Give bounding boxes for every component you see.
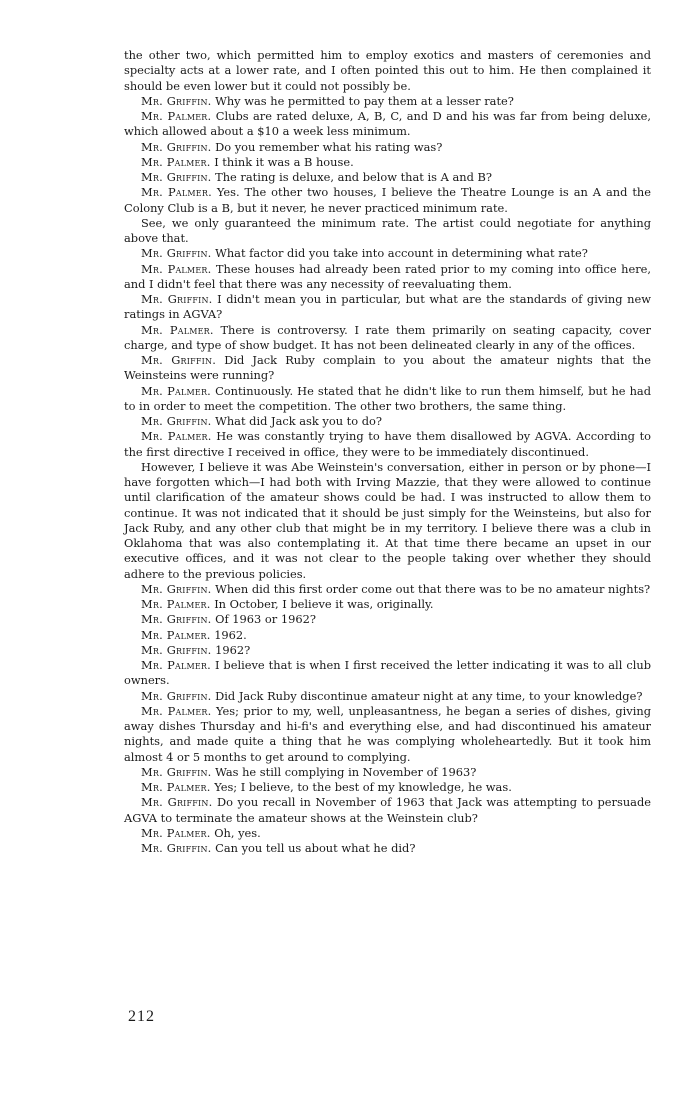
speaker-label: Mr. Griffin. <box>141 139 212 154</box>
speaker-label: Mr. Griffin. <box>141 612 212 627</box>
paragraph-text: See, we only guaranteed the minimum rate. The artist could negotiate for anything above that. <box>124 215 651 245</box>
speaker-label: Mr. Palmer. <box>141 322 214 337</box>
speaker-label: Mr. Griffin. <box>141 246 212 261</box>
paragraph <box>124 155 651 170</box>
paragraph <box>124 246 651 261</box>
paragraph-text: Was he still complying in November of 1963? <box>215 764 477 779</box>
paragraph-text: What factor did you take into account in determining what rate? <box>215 246 588 261</box>
paragraph <box>124 140 651 155</box>
paragraph <box>124 384 651 415</box>
speaker-label: Mr. Griffin. <box>141 841 212 855</box>
speaker-label: Mr. Griffin. <box>141 414 212 428</box>
paragraph <box>124 48 651 94</box>
paragraph <box>124 597 651 612</box>
speaker-label: Mr. Palmer. <box>141 109 212 123</box>
paragraph <box>124 262 651 293</box>
paragraph-text: When did this first order come out that there was to be no amateur nights? <box>215 581 651 596</box>
speaker-label: Mr. Griffin. <box>141 292 213 306</box>
paragraph <box>124 109 651 140</box>
speaker-label: Mr. Griffin. <box>141 170 212 184</box>
paragraph-text: Did Jack Ruby discontinue amateur night at any time, to your knowledge? <box>215 688 643 703</box>
paragraph <box>124 841 651 856</box>
speaker-label: Mr. Griffin. <box>141 93 212 108</box>
paragraph <box>124 94 651 109</box>
paragraph <box>124 658 651 689</box>
speaker-label: Mr. Palmer. <box>141 154 211 169</box>
paragraph-text: Do you remember what his rating was? <box>215 139 443 154</box>
paragraph-text: Did Jack Ruby complain to you about the amateur nights that the Weinsteins were running? <box>124 353 651 383</box>
paragraph <box>124 185 651 216</box>
speaker-label: Mr. Griffin. <box>141 642 212 657</box>
paragraph-text: Yes. The other two houses, I believe the Theatre Lounge is an A and the Colony Club is a B, but it never, he never practiced minimum rate. <box>124 185 651 215</box>
paragraph-text: Of 1963 or 1962? <box>215 612 316 627</box>
paragraph <box>124 460 651 582</box>
transcript-body <box>124 48 651 856</box>
speaker-label: Mr. Griffin. <box>141 764 212 779</box>
paragraph-text: Can you tell us about what he did? <box>215 841 416 855</box>
paragraph-text: Clubs are rated deluxe, A, B, C, and D and his was far from being deluxe, which allowed about a $10 a week less minimum. <box>124 109 651 139</box>
paragraph-text: He was constantly trying to have them disallowed by AGVA. According to the first directive I received in office, they were to be immediately discontinued. <box>124 429 652 459</box>
paragraph <box>124 323 651 354</box>
paragraph-text: Yes; I believe, to the best of my knowledge, he was. <box>214 780 512 794</box>
paragraph-text: Why was he permitted to pay them at a lesser rate? <box>215 93 514 108</box>
paragraph-text: I think it was a B house. <box>214 154 354 169</box>
paragraph-text: Do you recall in November of 1963 that Jack was attempting to persuade AGVA to terminate the amateur shows at the Weinstein club? <box>124 795 651 825</box>
speaker-label: Mr. Palmer. <box>141 383 211 398</box>
paragraph <box>124 704 651 765</box>
speaker-label: Mr. Palmer. <box>141 825 211 840</box>
paragraph-text: There is controversy. I rate them primarily on seating capacity, cover charge, and type of show budget. It has not been delineated clearly in any of the offices. <box>124 322 651 352</box>
paragraph <box>124 643 651 658</box>
paragraph <box>124 170 651 185</box>
paragraph <box>124 612 651 627</box>
paragraph-text: These houses had already been rated prior to my coming into office here, and I didn't feel that there was any necessity of reevaluating them. <box>124 261 652 291</box>
paragraph <box>124 765 651 780</box>
speaker-label: Mr. Palmer. <box>141 185 212 200</box>
speaker-label: Mr. Griffin. <box>141 688 212 703</box>
paragraph-text: 1962. <box>214 627 247 642</box>
speaker-label: Mr. Griffin. <box>141 353 217 367</box>
speaker-label: Mr. Griffin. <box>141 795 213 810</box>
paragraph <box>124 429 651 460</box>
paragraph <box>124 628 651 643</box>
paragraph <box>124 582 651 597</box>
paragraph-text: I didn't mean you in particular, but what are the standards of giving new ratings in AGVA? <box>124 292 651 322</box>
speaker-label: Mr. Palmer. <box>141 703 212 718</box>
paragraph-text: However, I believe it was Abe Weinstein's conversation, either in person or by phone—I have forgotten which—I had both with Irving Mazzie, that they were allowed to continue until clarification of the amateur shows could be had. I was instructed to allow them to continue. It was not indicated that it should be just simply for the Weinsteins, but also for Jack Ruby, and any other club that might be in my territory. I believe there was a club in Oklahoma that was also contemplating it. At that time there became an upset in our executive offices, and it was not clear to the people taking over whether they should adhere to the previous policies. <box>124 459 651 581</box>
page-number: 212 <box>128 1008 155 1025</box>
paragraph <box>124 353 651 384</box>
paragraph <box>124 826 651 841</box>
paragraph-text: The rating is deluxe, and below that is A and B? <box>215 170 492 184</box>
paragraph <box>124 795 651 826</box>
speaker-label: Mr. Griffin. <box>141 581 212 596</box>
speaker-label: Mr. Palmer. <box>141 658 211 672</box>
paragraph-text: Continuously. He stated that he didn't like to run them himself, but he had to in order to meet the competition. The other two brothers, the same thing. <box>124 383 651 413</box>
paragraph <box>124 689 651 704</box>
paragraph-text: 1962? <box>215 642 251 657</box>
paragraph <box>124 780 651 795</box>
paragraph-text: In October, I believe it was, originally. <box>214 597 434 611</box>
paragraph-text: Yes; prior to my, well, unpleasantness, he began a series of dishes, giving away dishes Thursday and hi-fi's and everything else, and had discontinued his amateur nights, and made quite a thing that he was complying wholeheartedly. But it took him almost 4 or 5 months to get around to complying. <box>124 703 651 764</box>
paragraph <box>124 292 651 323</box>
speaker-label: Mr. Palmer. <box>141 780 211 794</box>
speaker-label: Mr. Palmer. <box>141 597 211 611</box>
speaker-label: Mr. Palmer. <box>141 627 211 642</box>
paragraph <box>124 216 651 247</box>
paragraph-text: the other two, which permitted him to employ exotics and masters of ceremonies and specialty acts at a lower rate, and I often pointed this out to him. He then complained it should be even lower but it could not possibly be. <box>124 48 651 93</box>
speaker-label: Mr. Palmer. <box>141 261 212 276</box>
paragraph <box>124 414 651 429</box>
paragraph-text: What did Jack ask you to do? <box>215 414 382 428</box>
paragraph-text: Oh, yes. <box>214 825 261 840</box>
speaker-label: Mr. Palmer. <box>141 429 212 444</box>
paragraph-text: I believe that is when I first received the letter indicating it was to all club owners. <box>124 658 651 688</box>
